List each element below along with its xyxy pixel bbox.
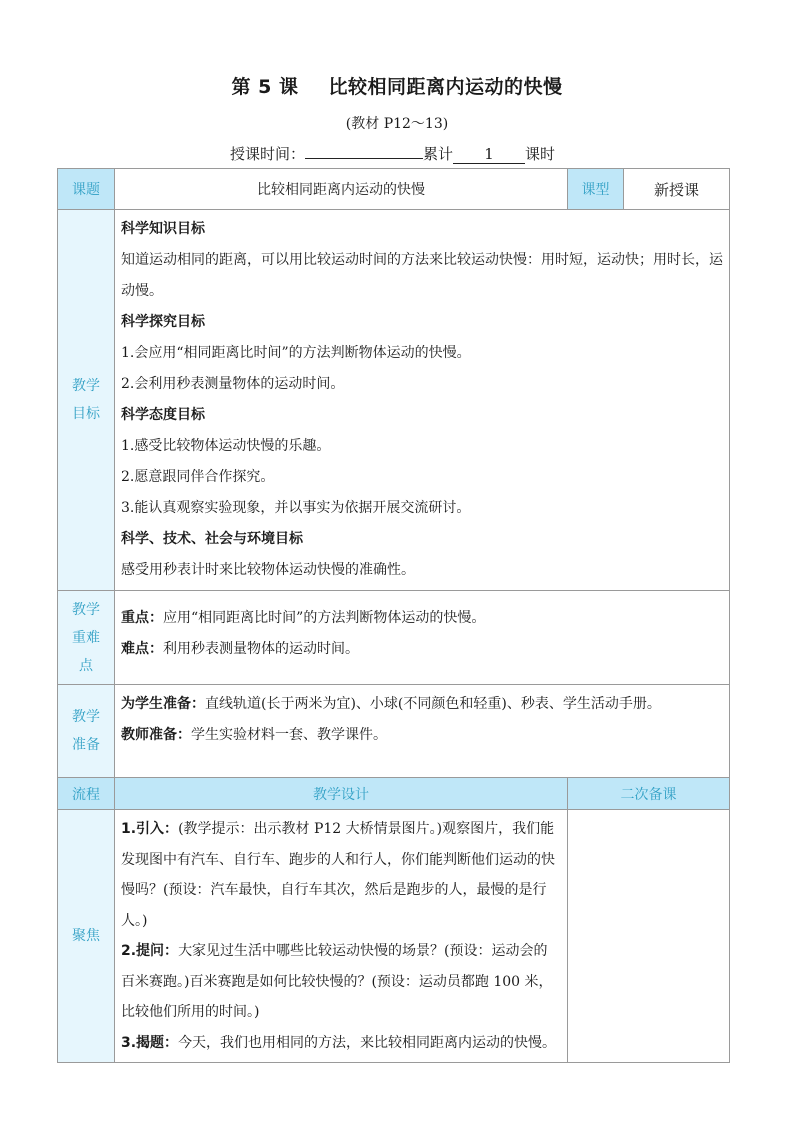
key-points-label-line1: 教学 [72,601,100,618]
time-label: 授课时间： [230,145,306,163]
focus-item-label: 1.引入： [121,821,179,837]
key-point-text: 应用“相同距离比时间”的方法判断物体运动的快慢。 [163,610,486,626]
lesson-plan-table [57,168,730,1063]
preparation-content [115,685,730,778]
inquiry-objective-title: 科学探究目标 [121,314,205,330]
focus-item-text: 今天，我们也用相同的方法，来比较相同距离内运动的快慢。 [178,1034,557,1051]
lesson-type-label: 课型 [568,169,624,210]
attitude-item: 3.能认真观察实验现象，并以事实为依据开展交流研讨。 [121,500,471,516]
flow-header-row [58,778,730,810]
textbook-reference: (教材 P12～13) [345,116,449,132]
focus-item-text: (教学提示：出示教材 P12 大桥情景图片。)观察图片，我们能发现图中有汽车、自行车、跑步的人和行人，你们能判断他们运动的快慢吗？(预设：汽车最快，自行车其次，然后是跑步的人，最慢的是行人。) [121,821,555,929]
difficult-point-text: 利用秒表测量物体的运动时间。 [163,641,359,657]
sts-objective-text: 感受用秒表计时来比较物体运动快慢的准确性。 [121,562,415,578]
attitude-objective-title: 科学态度目标 [121,407,205,423]
focus-item-label: 2.提问： [121,943,179,959]
knowledge-objective-text: 知道运动相同的距离，可以用比较运动时间的方法来比较运动快慢：用时短，运动快；用时长，运动慢。 [121,252,723,299]
preparation-label [58,685,115,778]
teacher-prep-label: 教师准备： [121,727,191,743]
key-points-label [58,591,115,685]
focus-row [58,810,730,1063]
inquiry-item: 2.会利用秒表测量物体的运动时间。 [121,376,345,392]
focus-item [121,814,561,936]
topic-label: 课题 [58,169,115,210]
focus-content [115,810,568,1063]
key-points-content [115,591,730,685]
key-points-row [58,591,730,685]
topic-value: 比较相同距离内运动的快慢 [115,169,568,210]
lesson-number: 第 5 课 [231,76,299,98]
focus-item-text: 大家见过生活中哪些比较运动快慢的场景？(预设：运动会的百米赛跑。)百米赛跑是如何比较快慢的？(预设：运动员都跑 100 米，比较他们所用的时间。) [121,943,553,1020]
objectives-label [58,210,115,591]
second-prep-header: 二次备课 [568,778,730,810]
teaching-time-line [230,143,555,164]
key-points-label-line3: 点 [79,657,93,674]
key-points-label-line2: 重难 [72,629,100,646]
preparation-label-line2: 准备 [72,737,100,753]
preparation-row [58,685,730,778]
second-prep-cell[interactable] [568,810,730,1063]
focus-item [121,936,561,1028]
cumulative-label: 累计 [423,145,454,163]
student-prep-label: 为学生准备： [121,696,205,712]
lesson-type-value: 新授课 [624,169,730,210]
objectives-label-line1: 教学 [72,378,100,394]
process-header: 流程 [58,778,115,810]
objectives-label-line2: 目标 [72,406,100,422]
focus-label: 聚焦 [58,810,115,1063]
focus-item [121,1028,561,1059]
knowledge-objective-title: 科学知识目标 [121,221,205,237]
inquiry-item: 1.会应用“相同距离比时间”的方法判断物体运动的快慢。 [121,345,471,361]
objectives-row [58,210,730,591]
design-header: 教学设计 [115,778,568,810]
attitude-item: 1.感受比较物体运动快慢的乐趣。 [121,438,331,454]
student-prep-text: 直线轨道(长于两米为宜)、小球(不同颜色和轻重)、秒表、学生活动手册。 [205,696,661,712]
cumulative-value: 1 [453,146,525,164]
lesson-title-text: 比较相同距离内运动的快慢 [328,76,563,98]
teacher-prep-text: 学生实验材料一套、教学课件。 [191,727,387,743]
time-blank [305,158,423,159]
key-point-label: 重点： [121,610,163,626]
hours-label: 课时 [525,145,556,163]
sts-objective-title: 科学、技术、社会与环境目标 [121,531,303,547]
focus-item-label: 3.揭题： [121,1034,179,1051]
difficult-point-label: 难点： [121,641,163,657]
objectives-content [115,210,730,591]
lesson-title [0,72,794,99]
attitude-item: 2.愿意跟同伴合作探究。 [121,469,275,485]
preparation-label-line1: 教学 [72,709,100,725]
topic-row [58,169,730,210]
